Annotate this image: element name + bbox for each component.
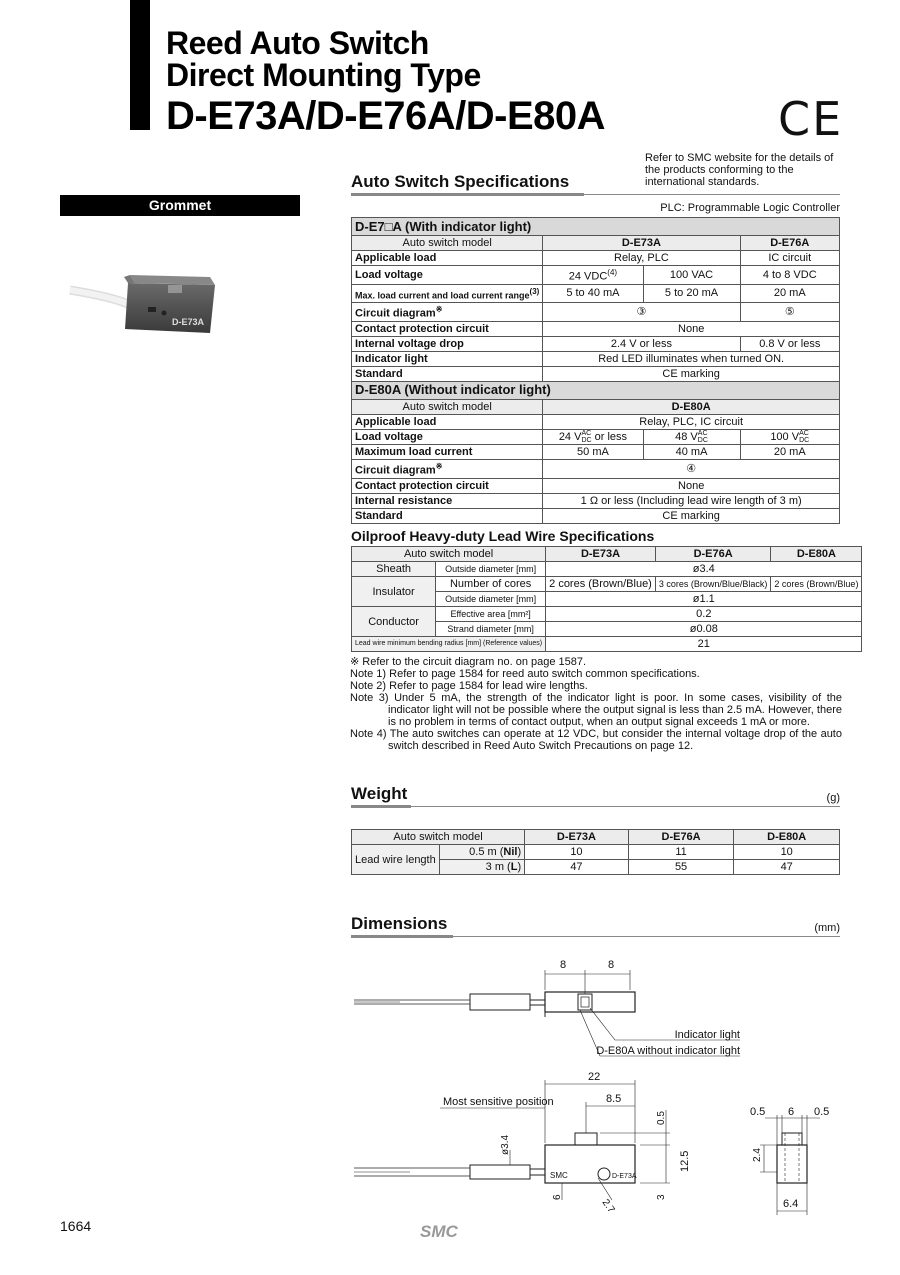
cell (543, 266, 643, 285)
specs-title-underline (351, 193, 584, 196)
grommet-label: Grommet (60, 195, 300, 216)
e80a-label: D-E80A without indicator light (596, 1045, 740, 1057)
model-label: Auto switch model (352, 236, 543, 251)
ce-mark-icon: CE (778, 92, 844, 146)
weight-title-rule (411, 806, 840, 807)
indicator-light-label: Indicator light (674, 1029, 740, 1041)
leadwire-title: Oilproof Heavy-duty Lead Wire Specifications (351, 528, 655, 544)
row-label: Applicable load (352, 414, 543, 429)
row-label (352, 303, 543, 322)
group-title-e80: D-E80A (Without indicator light) (352, 381, 840, 399)
specs-title: Auto Switch Specifications (351, 172, 570, 191)
dim-12-5: 12.5 (679, 1150, 691, 1172)
cell-text: 48 V (675, 430, 698, 443)
cell: 1 Ω or less (Including lead wire length of 3 m) (543, 493, 840, 508)
cell: 47 (525, 860, 629, 875)
cell: 2.4 V or less (543, 336, 740, 351)
model-e80a: D-E80A (771, 547, 862, 562)
title-line-2: Direct Mounting Type (166, 57, 481, 93)
length-code: Nil (503, 846, 518, 858)
weight-title: Weight (351, 784, 408, 803)
length-text: 0.5 m ( (469, 846, 504, 858)
cell (740, 429, 839, 444)
title-line-1: Reed Auto Switch (166, 25, 429, 61)
most-sensitive-label: Most sensitive position (443, 1096, 554, 1108)
cell: 21 (546, 637, 862, 652)
dim-0-5: 0.5 (656, 1111, 667, 1125)
row-label-text: Max. load current and load current range (355, 290, 530, 301)
dimension-drawing (340, 950, 850, 1220)
cell: CE marking (543, 366, 840, 381)
product-photo (60, 255, 230, 345)
dc-label: DC (697, 437, 708, 445)
row-label: Indicator light (352, 351, 543, 366)
row-label: Standard (352, 366, 543, 381)
cell: Relay, PLC, IC circuit (543, 414, 840, 429)
weight-title-underline (351, 805, 411, 808)
dim-3: 3 (656, 1194, 667, 1200)
row-label: Contact protection circuit (352, 321, 543, 336)
cell: 0.2 (546, 607, 862, 622)
dimensions-title: Dimensions (351, 914, 448, 933)
dimensions-title-underline (351, 935, 453, 938)
cell (643, 429, 740, 444)
model-e73a: D-E73A (546, 547, 656, 562)
group-title-e7: D-E7□A (With indicator light) (352, 218, 840, 236)
cell: 5 to 20 mA (643, 284, 740, 303)
dc-label: DC (581, 437, 592, 445)
title-models: D-E73A/D-E76A/D-E80A (166, 94, 606, 138)
note-ref: (4) (607, 268, 618, 277)
cell: 20 mA (740, 284, 839, 303)
side-dim-6: 6 (788, 1106, 795, 1118)
dim-2-7: 2.7 (599, 1197, 617, 1216)
cell: 2 cores (Brown/Blue) (771, 577, 862, 592)
row-label (352, 460, 543, 479)
row-label: Internal voltage drop (352, 336, 543, 351)
ac-label: AC (697, 430, 708, 438)
cell: Red LED illuminates when turned ON. (543, 351, 840, 366)
cell-text: or less (591, 430, 628, 443)
length-label (439, 860, 524, 875)
row-label: Load voltage (352, 429, 543, 444)
dimensions-title-rule (453, 936, 840, 937)
row-label: Applicable load (352, 251, 543, 266)
ac-dc-mark (581, 430, 591, 444)
row-label: Maximum load current (352, 445, 543, 460)
note-1: Note 1) Refer to page 1584 for reed auto switch common specifications. (350, 668, 700, 680)
cell-text: 24 VDC (568, 270, 608, 283)
cell: 3 cores (Brown/Blue/Black) (655, 577, 771, 592)
cell: ø1.1 (546, 592, 862, 607)
note-2: Note 2) Refer to page 1584 for lead wire lengths. (350, 680, 588, 692)
note-mark: ※ (435, 462, 443, 472)
model-e73a: D-E73A (543, 236, 740, 251)
cell: Relay, PLC (543, 251, 740, 266)
length-label (439, 845, 524, 860)
smc-logo: SMC (420, 1222, 458, 1241)
sub-label: Number of cores (436, 577, 546, 592)
cell: ③ (543, 303, 740, 322)
weight-unit: (g) (826, 792, 840, 804)
cell: ⑤ (740, 303, 839, 322)
model-label: Auto switch model (352, 399, 543, 414)
model-e76a: D-E76A (628, 830, 734, 845)
model-e80a: D-E80A (543, 399, 840, 414)
note-circuit: ※ Refer to the circuit diagram no. on page 1587. (350, 656, 587, 668)
dim-6: 6 (552, 1194, 563, 1200)
plc-note: PLC: Programmable Logic Controller (660, 202, 840, 214)
note-mark: ※ (435, 305, 443, 315)
sub-label: Strand diameter [mm] (436, 622, 546, 637)
dim-22: 22 (588, 1071, 601, 1083)
row-label: Load voltage (352, 266, 543, 285)
note-3: Note 3) Under 5 mA, the strength of the indicator light is poor. In some cases, visibility of the indicator light will not be possible where the output signal is less than 2.5 mA. However, there is no problem in terms of contact output, when an output signal exceeds 1 mA or more. (350, 692, 842, 728)
page-number: 1664 (60, 1218, 92, 1234)
note-ref: (3) (529, 286, 540, 296)
row-label-text: Circuit diagram (355, 307, 436, 320)
model-label: Auto switch model (352, 830, 525, 845)
length-close: ) (517, 861, 522, 873)
cell: ④ (543, 460, 840, 479)
cell: 2 cores (Brown/Blue) (546, 577, 656, 592)
dim-8-left: 8 (560, 959, 567, 971)
row-label: Insulator (352, 577, 436, 607)
ac-dc-mark (698, 430, 708, 444)
row-label (352, 284, 543, 303)
model-e73a: D-E73A (525, 830, 629, 845)
cell: 10 (734, 845, 840, 860)
cell: 55 (628, 860, 734, 875)
row-label: Sheath (352, 562, 436, 577)
cell: 0.8 V or less (740, 336, 839, 351)
cell: IC circuit (740, 251, 839, 266)
dimensions-unit: (mm) (814, 922, 840, 934)
specs-title-rule (584, 194, 840, 195)
cell: 10 (525, 845, 629, 860)
cell: None (543, 321, 840, 336)
auto-switch-specs-table (351, 217, 840, 524)
side-dim-0-5-right: 0.5 (814, 1106, 830, 1118)
cell: 4 to 8 VDC (740, 266, 839, 285)
row-label: Internal resistance (352, 493, 543, 508)
model-e76a: D-E76A (655, 547, 771, 562)
sub-label: Outside diameter [mm] (436, 592, 546, 607)
side-dim-0-5-left: 0.5 (750, 1106, 766, 1118)
model-e80a: D-E80A (734, 830, 840, 845)
length-close: ) (517, 846, 522, 858)
title-bar (130, 0, 150, 130)
length-text: 3 m ( (485, 861, 511, 873)
ac-label: AC (581, 430, 592, 438)
note-4: Note 4) The auto switches can operate at 12 VDC, but consider the internal voltage drop of the auto switch described in Reed Auto Switch Precautions on page 12. (350, 728, 842, 752)
row-label: Conductor (352, 607, 436, 637)
cell: 50 mA (543, 445, 643, 460)
dim-dia-3-4: ø3.4 (500, 1134, 511, 1155)
cell: 11 (628, 845, 734, 860)
cell: ø3.4 (546, 562, 862, 577)
row-label-text: Circuit diagram (355, 464, 436, 477)
side-dim-6-4: 6.4 (783, 1198, 799, 1210)
cell: 100 VAC (643, 266, 740, 285)
dc-label: DC (799, 437, 810, 445)
cell: ø0.08 (546, 622, 862, 637)
body-smc-label: SMC (550, 1171, 568, 1180)
body-model-label: D-E73A (612, 1173, 637, 1180)
cell: 40 mA (643, 445, 740, 460)
side-dim-2-4: 2.4 (752, 1148, 763, 1162)
reference-note: Refer to SMC website for the details of the products conforming to the international standards. (645, 152, 834, 188)
sub-label: Outside diameter [mm] (436, 562, 546, 577)
row-label: Standard (352, 508, 543, 523)
length-code: L (510, 861, 518, 873)
model-e76a: D-E76A (740, 236, 839, 251)
cell: 5 to 40 mA (543, 284, 643, 303)
cell-text: 24 V (558, 430, 582, 443)
product-label: D-E73A (172, 317, 205, 327)
dim-8-right: 8 (608, 959, 615, 971)
cell: 20 mA (740, 445, 839, 460)
ac-dc-mark (799, 430, 809, 444)
sub-label: Effective area [mm²] (436, 607, 546, 622)
notes (350, 656, 842, 752)
cell: None (543, 478, 840, 493)
leadwire-specs-table (351, 546, 862, 652)
ac-label: AC (799, 430, 809, 438)
cell (543, 429, 643, 444)
cell-text: 100 V (770, 430, 800, 443)
model-label: Auto switch model (352, 547, 546, 562)
dim-8-5: 8.5 (606, 1093, 622, 1105)
top-view (354, 970, 740, 1056)
cell: 47 (734, 860, 840, 875)
weight-table (351, 829, 840, 875)
row-label: Contact protection circuit (352, 478, 543, 493)
row-label: Lead wire minimum bending radius [mm] (Reference values) (352, 637, 546, 652)
row-label: Lead wire length (352, 845, 440, 875)
cell: CE marking (543, 508, 840, 523)
